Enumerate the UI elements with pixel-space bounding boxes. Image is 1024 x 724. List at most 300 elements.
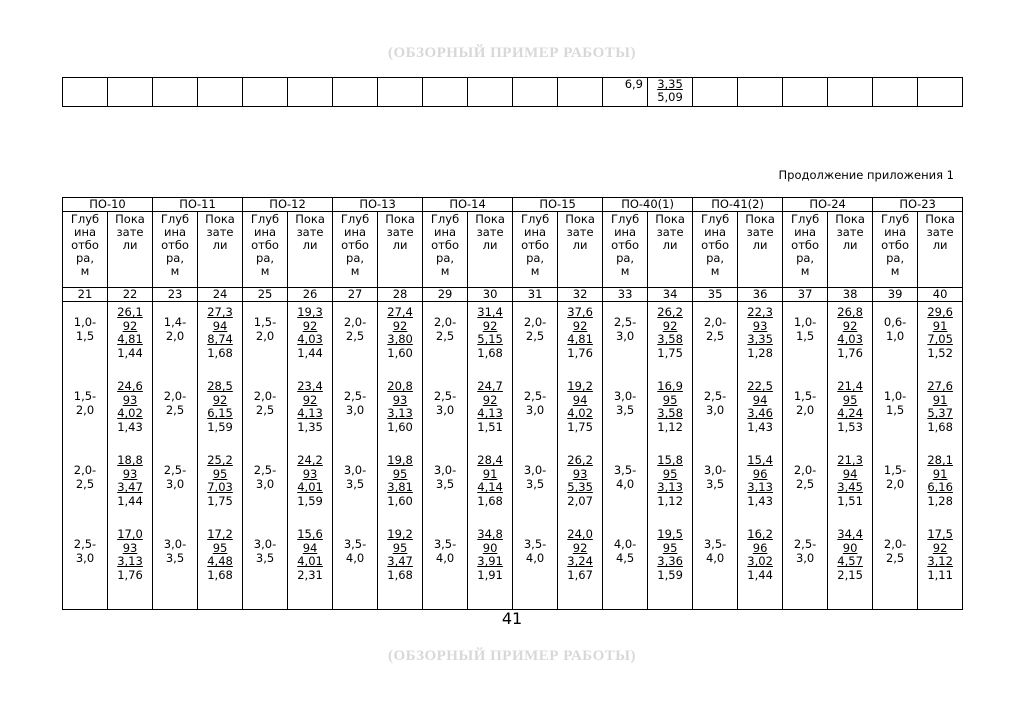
header-line: ра, xyxy=(616,251,635,265)
header-line: ина xyxy=(704,225,727,239)
indicator-line: 1,60 xyxy=(387,493,413,508)
depth-line: 1,5- xyxy=(73,389,97,403)
cell-value: 6,9 xyxy=(624,77,643,91)
indicator-line: 2,31 xyxy=(297,567,323,582)
indicator-values xyxy=(558,380,602,434)
indicator-line: 4,48 xyxy=(207,554,233,568)
header-line: Глуб xyxy=(70,212,100,226)
indicator-header xyxy=(558,212,603,288)
indicator-values xyxy=(378,306,422,360)
cell-content xyxy=(423,302,467,609)
indicator-line: 1,43 xyxy=(747,419,773,434)
indicator-line: 1,60 xyxy=(387,345,413,360)
header-line: зате xyxy=(476,225,504,239)
indicator-line: 27,6 xyxy=(927,379,953,393)
depth-range xyxy=(603,538,647,565)
indicator-line: 5,37 xyxy=(927,406,953,420)
depth-line: 2,5 xyxy=(885,550,905,565)
depth-range xyxy=(513,390,557,417)
indicator-line: 1,68 xyxy=(207,345,233,360)
depth-line: 3,5 xyxy=(705,476,725,491)
indicator-line: 27,3 xyxy=(207,305,233,319)
indicator-line: 20,8 xyxy=(387,379,413,393)
depth-cell xyxy=(873,302,918,610)
indicator-line: 96 xyxy=(752,466,768,481)
indicator-line: 4,13 xyxy=(477,406,503,420)
indicator-cell xyxy=(198,302,243,610)
indicator-line: 3,13 xyxy=(747,480,773,494)
depth-cell xyxy=(783,302,828,610)
indicator-values xyxy=(378,528,422,582)
depth-range xyxy=(153,316,197,343)
indicator-line: 27,4 xyxy=(387,305,413,319)
indicator-line: 92 xyxy=(482,392,498,407)
depth-line: 2,0- xyxy=(253,389,277,403)
indicator-line: 21,3 xyxy=(837,453,863,467)
depth-line: 3,0- xyxy=(613,389,637,403)
indicator-cell xyxy=(738,302,783,610)
indicator-line: 37,6 xyxy=(567,305,593,319)
column-number: 40 xyxy=(918,288,963,302)
header-line: зате xyxy=(296,225,324,239)
indicator-line: 19,3 xyxy=(297,305,323,319)
indicator-line: 92 xyxy=(302,392,318,407)
depth-line: 3,5 xyxy=(435,476,455,491)
depth-line: 1,5- xyxy=(793,389,817,403)
indicator-line: 1,68 xyxy=(387,567,413,582)
indicator-line: 3,58 xyxy=(657,406,683,420)
depth-line: 2,5- xyxy=(163,463,187,477)
column-number: 35 xyxy=(693,288,738,302)
indicator-line: 92 xyxy=(572,318,588,333)
indicator-values xyxy=(198,528,242,582)
cell-content xyxy=(693,302,737,609)
depth-range xyxy=(873,464,917,491)
table-cell xyxy=(243,78,288,107)
header-line: ли xyxy=(392,238,408,252)
indicator-line: 95 xyxy=(662,540,678,555)
depth-header xyxy=(693,212,738,288)
depth-line: 2,0- xyxy=(523,315,547,329)
depth-cell xyxy=(513,302,558,610)
indicator-header xyxy=(738,212,783,288)
depth-line: 1,5- xyxy=(883,463,907,477)
indicator-line: 1,68 xyxy=(477,493,503,508)
indicator-line: 95 xyxy=(662,392,678,407)
cell-content xyxy=(603,302,647,609)
header-line: ли xyxy=(662,238,678,252)
depth-line: 1,5- xyxy=(253,315,277,329)
depth-line: 3,5- xyxy=(343,537,367,551)
indicator-line: 95 xyxy=(212,466,228,481)
depth-range xyxy=(423,538,467,565)
indicator-line: 1,44 xyxy=(117,345,143,360)
table-caption: Продолжение приложения 1 xyxy=(778,168,954,182)
header-line: зате xyxy=(926,225,954,239)
indicator-values xyxy=(738,528,782,582)
indicator-line: 91 xyxy=(932,318,948,333)
header-line: ина xyxy=(614,225,637,239)
table-cell xyxy=(738,78,783,107)
indicator-values xyxy=(738,380,782,434)
depth-range xyxy=(693,316,737,343)
column-header-row xyxy=(63,212,963,288)
depth-range xyxy=(513,316,557,343)
indicator-line: 15,4 xyxy=(747,453,773,467)
depth-line: 1,0- xyxy=(73,315,97,329)
header-line: ина xyxy=(73,225,97,239)
depth-range xyxy=(333,538,377,565)
indicator-line: 3,36 xyxy=(657,554,683,568)
depth-range xyxy=(63,538,107,565)
depth-line: 2,5- xyxy=(73,537,97,551)
table-cell xyxy=(333,78,378,107)
indicator-line: 3,35 xyxy=(747,332,773,346)
depth-cell xyxy=(63,302,108,610)
depth-range xyxy=(243,538,287,565)
indicator-line: 3,58 xyxy=(657,332,683,346)
indicator-line: 93 xyxy=(122,466,138,481)
indicator-line: 2,07 xyxy=(567,493,593,508)
cell-content xyxy=(783,302,827,609)
group-header-row xyxy=(63,198,963,212)
indicator-line: 92 xyxy=(482,318,498,333)
depth-line: 2,0 xyxy=(795,402,815,417)
indicator-values xyxy=(378,380,422,434)
depth-range xyxy=(153,390,197,417)
indicator-values xyxy=(558,306,602,360)
indicator-line: 93 xyxy=(572,466,588,481)
depth-header xyxy=(153,212,198,288)
indicator-values xyxy=(108,528,152,582)
depth-range xyxy=(873,538,917,565)
header-line: Пока xyxy=(115,212,145,226)
indicator-values xyxy=(648,306,692,360)
table-cell xyxy=(783,78,828,107)
column-number: 34 xyxy=(648,288,693,302)
indicator-line: 3,24 xyxy=(567,554,593,568)
header-line: ра, xyxy=(346,251,365,265)
depth-range xyxy=(63,390,107,417)
table-row xyxy=(63,78,963,107)
header-line: м xyxy=(890,264,900,278)
indicator-line: 1,12 xyxy=(657,493,683,508)
indicator-line: 5,15 xyxy=(477,332,503,346)
depth-line: 2,5 xyxy=(435,328,455,343)
indicator-line: 4,01 xyxy=(297,554,323,568)
depth-line: 3,5 xyxy=(525,476,545,491)
indicator-line: 26,2 xyxy=(567,453,593,467)
depth-header xyxy=(423,212,468,288)
group-header: ПО-15 xyxy=(513,198,603,212)
depth-range xyxy=(693,390,737,417)
indicator-values xyxy=(738,306,782,360)
cell-content xyxy=(918,302,962,609)
group-header: ПО-10 xyxy=(63,198,153,212)
depth-line: 2,5- xyxy=(703,389,727,403)
column-number: 22 xyxy=(108,288,153,302)
column-number: 29 xyxy=(423,288,468,302)
header-line: Пока xyxy=(565,212,595,226)
column-number: 33 xyxy=(603,288,648,302)
depth-line: 3,0- xyxy=(163,537,187,551)
header-line: ли xyxy=(752,238,768,252)
indicator-line: 1,76 xyxy=(567,345,593,360)
indicator-line: 1,91 xyxy=(477,567,503,582)
depth-line: 2,0- xyxy=(703,315,727,329)
indicator-line: 1,59 xyxy=(207,419,233,434)
indicator-line: 34,4 xyxy=(837,527,863,541)
indicator-values xyxy=(648,380,692,434)
depth-range xyxy=(783,390,827,417)
indicator-line: 17,5 xyxy=(927,527,953,541)
depth-range xyxy=(423,316,467,343)
indicator-line: 3,13 xyxy=(657,480,683,494)
indicator-line: 3,02 xyxy=(747,554,773,568)
indicator-line: 6,15 xyxy=(207,406,233,420)
cell-content xyxy=(738,302,782,609)
cell-content xyxy=(63,302,107,609)
header-line: ина xyxy=(344,225,367,239)
indicator-cell xyxy=(108,302,153,610)
indicator-line: 19,5 xyxy=(657,527,683,541)
indicator-line: 1,43 xyxy=(117,419,143,434)
data-table xyxy=(62,197,963,610)
page-number: 41 xyxy=(501,609,523,628)
watermark-bottom: (ОБЗОРНЫЙ ПРИМЕР РАБОТЫ) xyxy=(387,648,636,664)
column-number: 24 xyxy=(198,288,243,302)
header-line: м xyxy=(440,264,450,278)
header-line: м xyxy=(800,264,810,278)
header-line: ли xyxy=(212,238,228,252)
depth-line: 3,0 xyxy=(705,402,725,417)
depth-cell xyxy=(693,302,738,610)
header-line: Глуб xyxy=(160,212,190,226)
depth-line: 3,0- xyxy=(523,463,547,477)
depth-line: 4,0- xyxy=(613,537,637,551)
indicator-values xyxy=(198,306,242,360)
header-line: зате xyxy=(386,225,414,239)
table-cell xyxy=(873,78,918,107)
indicator-values xyxy=(918,528,962,582)
cell-content xyxy=(648,302,692,609)
header-line: ра, xyxy=(526,251,545,265)
header-line: Глуб xyxy=(430,212,460,226)
header-line: ли xyxy=(122,238,138,252)
table-cell xyxy=(513,78,558,107)
cell-content xyxy=(108,302,152,609)
group-header: ПО-14 xyxy=(423,198,513,212)
watermark-top: (ОБЗОРНЫЙ ПРИМЕР РАБОТЫ) xyxy=(387,45,636,61)
header-line: зате xyxy=(566,225,594,239)
indicator-line: 2,15 xyxy=(837,567,863,582)
indicator-line: 1,11 xyxy=(927,567,953,582)
depth-line: 2,0- xyxy=(793,463,817,477)
depth-line: 2,5- xyxy=(343,389,367,403)
depth-line: 3,0 xyxy=(795,550,815,565)
column-number: 30 xyxy=(468,288,513,302)
indicator-cell xyxy=(648,302,693,610)
table-cell xyxy=(558,78,603,107)
depth-line: 2,0 xyxy=(255,328,275,343)
depth-header xyxy=(783,212,828,288)
indicator-line: 4,02 xyxy=(117,406,143,420)
depth-range xyxy=(513,538,557,565)
depth-cell xyxy=(333,302,378,610)
depth-line: 2,0- xyxy=(73,463,97,477)
indicator-line: 22,3 xyxy=(747,305,773,319)
depth-line: 2,5 xyxy=(525,328,545,343)
indicator-line: 1,53 xyxy=(837,419,863,434)
indicator-line: 16,9 xyxy=(657,379,683,393)
indicator-line: 92 xyxy=(932,540,948,555)
depth-line: 4,0 xyxy=(705,550,725,565)
indicator-line: 1,28 xyxy=(747,345,773,360)
indicator-line: 1,51 xyxy=(837,493,863,508)
depth-line: 3,0 xyxy=(165,476,185,491)
indicator-line: 1,28 xyxy=(927,493,953,508)
indicator-values xyxy=(738,454,782,508)
table-cell xyxy=(153,78,198,107)
indicator-line: 8,74 xyxy=(207,332,233,346)
indicator-values xyxy=(378,454,422,508)
indicator-line: 1,59 xyxy=(657,567,683,582)
table-cell xyxy=(378,78,423,107)
indicator-line: 91 xyxy=(932,392,948,407)
cell-content xyxy=(333,302,377,609)
depth-line: 2,0- xyxy=(883,537,907,551)
depth-line: 2,5 xyxy=(795,476,815,491)
indicator-line: 26,8 xyxy=(837,305,863,319)
indicator-header xyxy=(198,212,243,288)
header-line: Пока xyxy=(205,212,235,226)
header-line: ина xyxy=(524,225,547,239)
table-cell xyxy=(423,78,468,107)
indicator-values xyxy=(828,380,872,434)
indicator-line: 4,02 xyxy=(567,406,593,420)
cell-content xyxy=(513,302,557,609)
header-line: м xyxy=(170,264,180,278)
indicator-line: 94 xyxy=(752,392,768,407)
header-line: отбо xyxy=(521,238,550,252)
depth-range xyxy=(603,316,647,343)
depth-header xyxy=(513,212,558,288)
header-line: зате xyxy=(836,225,864,239)
indicator-line: 93 xyxy=(122,392,138,407)
indicator-line: 1,59 xyxy=(297,493,323,508)
depth-line: 4,0 xyxy=(615,476,635,491)
column-number: 26 xyxy=(288,288,333,302)
indicator-cell xyxy=(288,302,333,610)
depth-range xyxy=(513,464,557,491)
column-number: 39 xyxy=(873,288,918,302)
indicator-line: 16,2 xyxy=(747,527,773,541)
header-line: отбо xyxy=(881,238,910,252)
indicator-line: 93 xyxy=(392,392,408,407)
indicator-values xyxy=(828,306,872,360)
header-line: ра, xyxy=(166,251,185,265)
depth-header xyxy=(603,212,648,288)
indicator-line: 1,51 xyxy=(477,419,503,434)
group-header: ПО-12 xyxy=(243,198,333,212)
header-line: зате xyxy=(206,225,234,239)
indicator-line: 22,5 xyxy=(747,379,773,393)
data-row xyxy=(63,302,963,610)
depth-range xyxy=(693,538,737,565)
indicator-values xyxy=(918,306,962,360)
group-header: ПО-41(2) xyxy=(693,198,783,212)
indicator-line: 15,8 xyxy=(657,453,683,467)
indicator-values xyxy=(918,454,962,508)
indicator-line: 17,2 xyxy=(207,527,233,541)
header-line: Пока xyxy=(295,212,325,226)
indicator-header xyxy=(288,212,333,288)
indicator-line: 3,12 xyxy=(927,554,953,568)
group-header: ПО-13 xyxy=(333,198,423,212)
header-line: м xyxy=(530,264,540,278)
column-number: 27 xyxy=(333,288,378,302)
depth-line: 2,5- xyxy=(433,389,457,403)
depth-line: 3,0- xyxy=(343,463,367,477)
cell-content xyxy=(378,302,422,609)
fraction-top: 3,35 xyxy=(657,77,683,91)
header-line: Пока xyxy=(385,212,415,226)
indicator-line: 1,44 xyxy=(297,345,323,360)
indicator-line: 1,12 xyxy=(657,419,683,434)
indicator-line: 4,81 xyxy=(567,332,593,346)
depth-line: 3,0- xyxy=(433,463,457,477)
depth-range xyxy=(333,464,377,491)
indicator-values xyxy=(288,306,332,360)
header-line: отбо xyxy=(341,238,369,252)
indicator-line: 1,68 xyxy=(207,567,233,582)
depth-line: 2,0- xyxy=(433,315,457,329)
header-line: ина xyxy=(884,225,907,239)
indicator-line: 3,47 xyxy=(387,554,413,568)
header-line: зате xyxy=(656,225,684,239)
column-number: 31 xyxy=(513,288,558,302)
indicator-line: 93 xyxy=(122,540,138,555)
indicator-line: 3,46 xyxy=(747,406,773,420)
depth-line: 2,0 xyxy=(165,328,185,343)
indicator-line: 4,14 xyxy=(477,480,503,494)
header-line: Глуб xyxy=(700,212,730,226)
header-line: Глуб xyxy=(520,212,550,226)
column-number: 32 xyxy=(558,288,603,302)
indicator-values xyxy=(918,380,962,434)
indicator-line: 1,67 xyxy=(567,567,593,582)
indicator-line: 25,2 xyxy=(207,453,233,467)
header-line: ра, xyxy=(75,251,94,265)
indicator-line: 95 xyxy=(842,392,858,407)
depth-line: 3,0 xyxy=(615,328,635,343)
indicator-line: 4,01 xyxy=(297,480,323,494)
indicator-header xyxy=(108,212,153,288)
indicator-header xyxy=(918,212,963,288)
top-table-fragment xyxy=(62,77,963,107)
indicator-line: 92 xyxy=(842,318,858,333)
cell-content xyxy=(288,302,332,609)
indicator-line: 6,16 xyxy=(927,480,953,494)
header-line: ли xyxy=(482,238,498,252)
depth-range xyxy=(243,316,287,343)
indicator-values xyxy=(468,306,512,360)
header-line: м xyxy=(260,264,270,278)
header-line: ина xyxy=(163,225,187,239)
header-line: отбо xyxy=(791,238,820,252)
depth-range xyxy=(783,464,827,491)
indicator-line: 34,8 xyxy=(477,527,503,541)
